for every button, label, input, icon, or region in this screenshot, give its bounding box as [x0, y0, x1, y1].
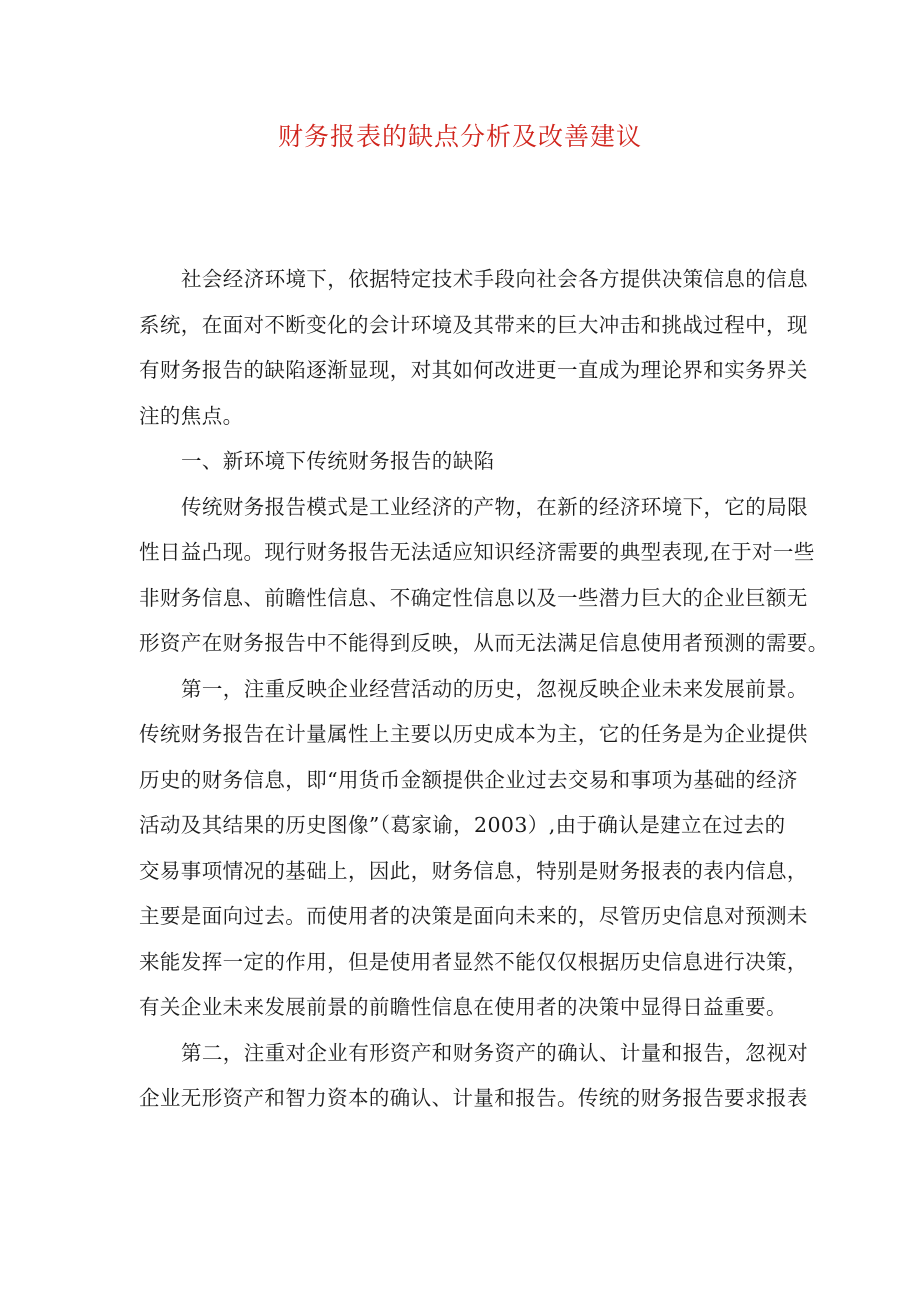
- text-line: 社会经济环境下，依据特定技术手段向社会各方提供决策信息的信息: [181, 267, 808, 291]
- text-line: 传统财务报告在计量属性上主要以历史成本为主，它的任务是为企业提供: [139, 722, 808, 746]
- text-line: 非财务信息、前瞻性信息、不确定性信息以及一些潜力巨大的企业巨额无: [139, 585, 808, 610]
- text-line: 一、新环境下传统财务报告的缺陷: [181, 449, 495, 473]
- paragraph-first-point: [139, 667, 808, 1031]
- text-line: 性日益凸现。现行财务报告无法适应知识经济需要的典型表现,在于对一些: [139, 540, 815, 564]
- text-line: 交易事项情况的基础上，因此，财务信息，特别是财务报表的表内信息，: [139, 858, 808, 883]
- document-body: [139, 257, 829, 1122]
- text-line: 注的焦点。: [139, 403, 244, 428]
- text-line: 活动及其结果的历史图像”（葛家谕，2003）,由于确认是建立在过去的: [139, 813, 786, 837]
- paragraph-traditional-model: [139, 485, 829, 667]
- text-line: 形资产在财务报告中不能得到反映，从而无法满足信息使用者预测的需要。: [139, 631, 829, 655]
- section-heading: [139, 439, 799, 485]
- paragraph-intro: [139, 257, 808, 439]
- text-line: 来能发挥一定的作用，但是使用者显然不能仅仅根据历史信息进行决策，: [139, 949, 808, 974]
- text-line: 第一，注重反映企业经营活动的历史，忽视反映企业未来发展前景。: [181, 676, 808, 701]
- text-line: 系统，在面对不断变化的会计环境及其带来的巨大冲击和挑战过程中，现: [139, 312, 808, 337]
- text-line: 历史的财务信息，即“用货币金额提供企业过去交易和事项为基础的经济: [139, 767, 798, 792]
- document-title: 财务报表的缺点分析及改善建议: [277, 122, 642, 151]
- text-line: 第二，注重对企业有形资产和财务资产的确认、计量和报告，忽视对: [181, 1040, 808, 1065]
- text-line: 有财务报告的缺陷逐渐显现，对其如何改进更一直成为理论界和实务界关: [139, 358, 808, 382]
- paragraph-second-point: [139, 1031, 808, 1122]
- text-line: 主要是面向过去。而使用者的决策是面向未来的，尽管历史信息对预测未: [139, 904, 808, 928]
- text-line: 有关企业未来发展前景的前瞻性信息在使用者的决策中显得日益重要。: [139, 995, 787, 1019]
- text-line: 企业无形资产和智力资本的确认、计量和报告。传统的财务报告要求报表: [139, 1086, 808, 1110]
- text-line: 传统财务报告模式是工业经济的产物，在新的经济环境下，它的局限: [181, 494, 808, 519]
